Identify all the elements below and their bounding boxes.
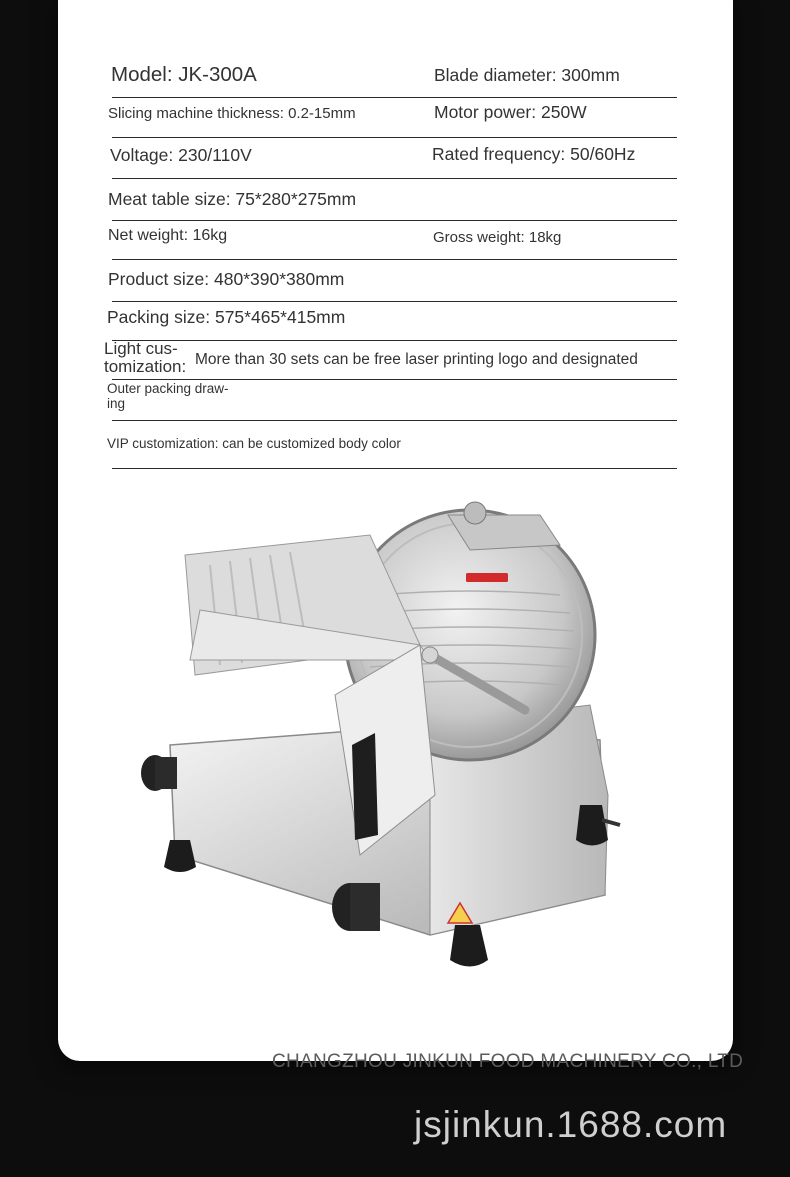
meat-table-text: Meat table size: 75*280*275mm: [108, 189, 357, 209]
packing-size-text: Packing size: 575*465*415mm: [107, 307, 346, 327]
outer-label-line-2: ing: [107, 396, 126, 411]
spec-row-vip: [107, 420, 677, 469]
gross-weight-text: Gross weight: 18kg: [433, 229, 562, 246]
net-weight-text: Net weight: 16kg: [108, 227, 228, 244]
spec-row-meat-table: [108, 178, 677, 221]
outer-packing-label: [107, 381, 229, 411]
light-label-line-2: tomization:: [104, 357, 187, 376]
spec-row-light-customization: [112, 340, 677, 380]
meat-slicer-image: [130, 495, 630, 975]
spec-row-weight: [108, 220, 677, 260]
frequency-text: Rated frequency: 50/60Hz: [432, 144, 636, 164]
product-size-text: Product size: 480*390*380mm: [108, 269, 345, 289]
light-customization-label: [104, 340, 186, 376]
spec-row-thickness: [108, 97, 677, 138]
shop-url[interactable]: jsjinkun.1688.com: [414, 1104, 728, 1145]
motor-power-text: Motor power: 250W: [434, 102, 587, 122]
light-customization-value: More than 30 sets can be free laser printing logo and designated: [195, 351, 638, 368]
vip-customization-text: VIP customization: can be customized body color: [107, 436, 401, 451]
blade-diameter-text: Blade diameter: 300mm: [434, 65, 620, 85]
spec-row-product-size: [108, 259, 677, 302]
model-text: Model: JK-300A: [111, 63, 257, 86]
outer-label-line-1: Outer packing draw-: [107, 381, 229, 396]
company-name: CHANGZHOU JINKUN FOOD MACHINERY CO., LTD: [272, 1051, 744, 1072]
spec-row-voltage: [112, 137, 677, 179]
spec-row-packing-size: [107, 301, 677, 341]
spec-row-model: [112, 55, 677, 98]
light-label-line-1: Light cus-: [104, 339, 178, 358]
voltage-text: Voltage: 230/110V: [110, 145, 252, 165]
thickness-text: Slicing machine thickness: 0.2-15mm: [108, 105, 356, 122]
